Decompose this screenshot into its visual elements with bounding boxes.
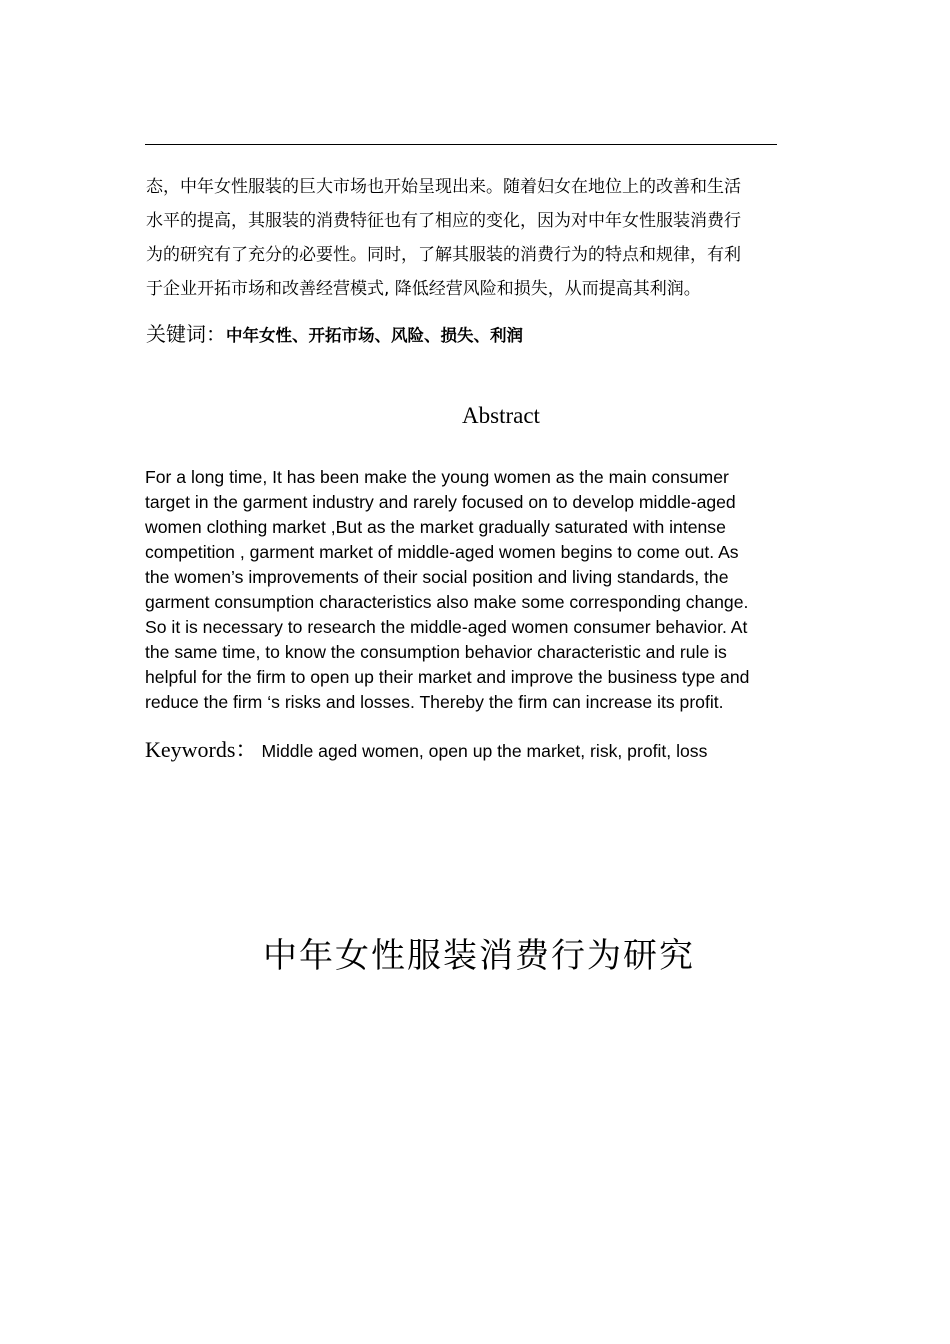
english-abstract-body: [145, 465, 813, 715]
english-keywords-label: Keywords：: [145, 737, 258, 762]
english-keywords-values: Middle aged women, open up the market, risk, profit, loss: [261, 741, 708, 761]
chinese-abstract-line: 为的研究有了充分的必要性。同时，了解其服装的消费行为的特点和规律，有利: [146, 245, 741, 265]
chinese-abstract-body: [146, 170, 814, 306]
english-abstract-line: So it is necessary to research the middle-aged women consumer behavior. At: [145, 617, 748, 637]
english-abstract-line: target in the garment industry and rarely focused on to develop middle-aged: [145, 492, 736, 512]
english-abstract-line: helpful for the firm to open up their market and improve the business type and: [145, 667, 750, 687]
chinese-keywords-label: 关键词：: [146, 322, 226, 346]
chinese-abstract-line: 于企业开拓市场和改善经营模式, 降低经营风险和损失，从而提高其利润。: [146, 279, 701, 299]
english-keywords: [145, 733, 707, 764]
chinese-keywords: [146, 318, 814, 347]
chinese-abstract-line: 态，中年女性服装的巨大市场也开始呈现出来。随着妇女在地位上的改善和生活: [146, 177, 741, 197]
english-abstract-line: For a long time, It has been make the young women as the main consumer: [145, 467, 729, 487]
header-rule: [145, 144, 777, 145]
english-abstract-line: women clothing market ,But as the market gradually saturated with intense: [145, 517, 726, 537]
english-abstract-line: reduce the firm ‘s risks and losses. Thereby the firm can increase its profit.: [145, 692, 724, 712]
english-abstract-line: competition , garment market of middle-aged women begins to come out. As: [145, 542, 739, 562]
document-title: 中年女性服装消费行为研究: [263, 936, 695, 976]
chinese-abstract-line: 水平的提高，其服装的消费特征也有了相应的变化，因为对中年女性服装消费行: [146, 211, 741, 231]
english-abstract-line: garment consumption characteristics also make some corresponding change.: [145, 592, 749, 612]
english-abstract-line: the women’s improvements of their social position and living standards, the: [145, 567, 729, 587]
english-abstract-line: the same time, to know the consumption behavior characteristic and rule is: [145, 642, 727, 662]
chinese-keywords-values: 中年女性、开拓市场、风险、损失、利润: [226, 326, 523, 345]
abstract-heading: Abstract: [462, 403, 540, 428]
